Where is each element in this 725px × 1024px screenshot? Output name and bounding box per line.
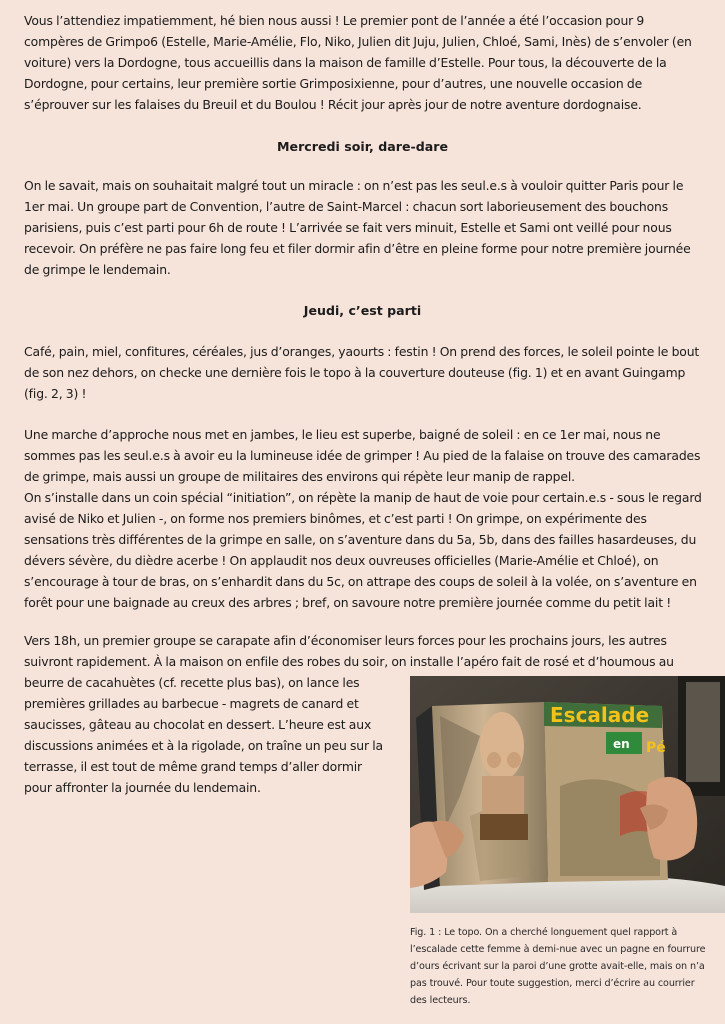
heading-thursday: Jeudi, c’est parti <box>303 303 422 318</box>
figure-photo <box>410 676 725 913</box>
book-subtitle-en: en <box>613 737 630 751</box>
paragraph-wednesday: On le savait, mais on souhaitait malgré tout un miracle : on n’est pas les seul.e.s à vouloir quitter Paris pour le 1er mai. Un groupe part de Convention, l’autre de Saint-Marcel : chacun sort laborieusement des bouchons parisiens, puis c’est parti pour 6h de route ! L’arrivée se fait vers minuit, Estelle et Sami ont veillé pour nous recevoir. On préfère ne pas faire long feu et filer dormir afin d’être en pleine forme pour notre première journée de grimpe le lendemain. <box>24 178 691 277</box>
paragraph-approach: Une marche d’approche nous met en jambes, le lieu est superbe, baigné de soleil : en ce 1er mai, nous ne sommes pas les seul.e.s à avoir eu la lumineuse idée de grimper ! Au pied de la falaise on trouve des camarades de grimpe, mais aussi un groupe de militaires des environs qui répète leur manip de rappel. <box>24 427 701 484</box>
paragraph-climbing: On s’installe dans un coin spécial “initiation”, on répète la manip de haut de voie pour certain.e.s - sous le regard avisé de Niko et Julien -, on forme nos premiers binômes, et c’est parti ! On grimpe, on expérimente des sensations très différentes de la grimpe en salle, on s’aventure dans du 5a, 5b, dans des failles hasardeuses, du dévers sévère, du dièdre acerbe ! On applaudit nos deux ouvreuses officielles (Marie-Amélie et Chloé), on s’encourage à tour de bras, on s’enhardit dans du 5c, on attrape des coups de soleil à la volée, on s’aventure en forêt pour une baignade au creux des arbres ; bref, on savoure notre première journée comme du petit lait ! <box>24 490 702 610</box>
topo-book-photo <box>410 676 725 913</box>
figure-caption: Fig. 1 : Le topo. On a cherché longuement quel rapport à l’escalade cette femme à demi-nue avec un pagne en fourrure d’ours écrivant sur la paroi d’une grotte avait-elle, mais on n’a pas trouvé. Pour toute suggestion, merci d’écrire au courrier des lecteurs. <box>410 927 706 1006</box>
heading-wednesday: Mercredi soir, dare-dare <box>277 139 448 154</box>
paragraph-evening-intro: Vers 18h, un premier groupe se carapate afin d’économiser leurs forces pour les prochains jours, les autres suivront rapidement. À la maison on enfile des robes du soir, on installe l’apéro fait de rosé et d’houmous au <box>24 633 674 669</box>
paragraph-breakfast: Café, pain, miel, confitures, céréales, jus d’oranges, yaourts : festin ! On prend des forces, le soleil pointe le bout de son nez dehors, on checke une dernière fois le topo à la couverture douteuse (fig. 1) et en avant Guingamp (fig. 2, 3) ! <box>24 344 700 401</box>
book-subtitle-rest: Pé <box>646 740 666 756</box>
book-title: Escalade <box>550 703 650 727</box>
paragraph-intro: Vous l’attendiez impatiemment, hé bien nous aussi ! Le premier pont de l’année a été l’occasion pour 9 compères de Grimpo6 (Estelle, Marie-Amélie, Flo, Niko, Julien dit Juju, Julien, Chloé, Sami, Inès) de s’envoler (en voiture) vers la Dordogne, tous accueillis dans la maison de famille d’Estelle. Pour tous, la découverte de la Dordogne, pour certains, leur première sortie Grimposixienne, pour d’autres, une nouvelle occasion de s’éprouver sur les falaises du Breuil et du Boulou ! Récit jour après jour de notre aventure dordognaise. <box>24 13 692 112</box>
paragraph-evening: beurre de cacahuètes (cf. recette plus bas), on lance les premières grillades au barbecue - magrets de canard et saucisses, gâteau au chocolat en dessert. L’heure est aux discussions animées et à la rigolade, on traîne un peu sur la terrasse, il est tout de même grand temps d’aller dormir pour affronter la journée du lendemain. <box>24 675 383 795</box>
